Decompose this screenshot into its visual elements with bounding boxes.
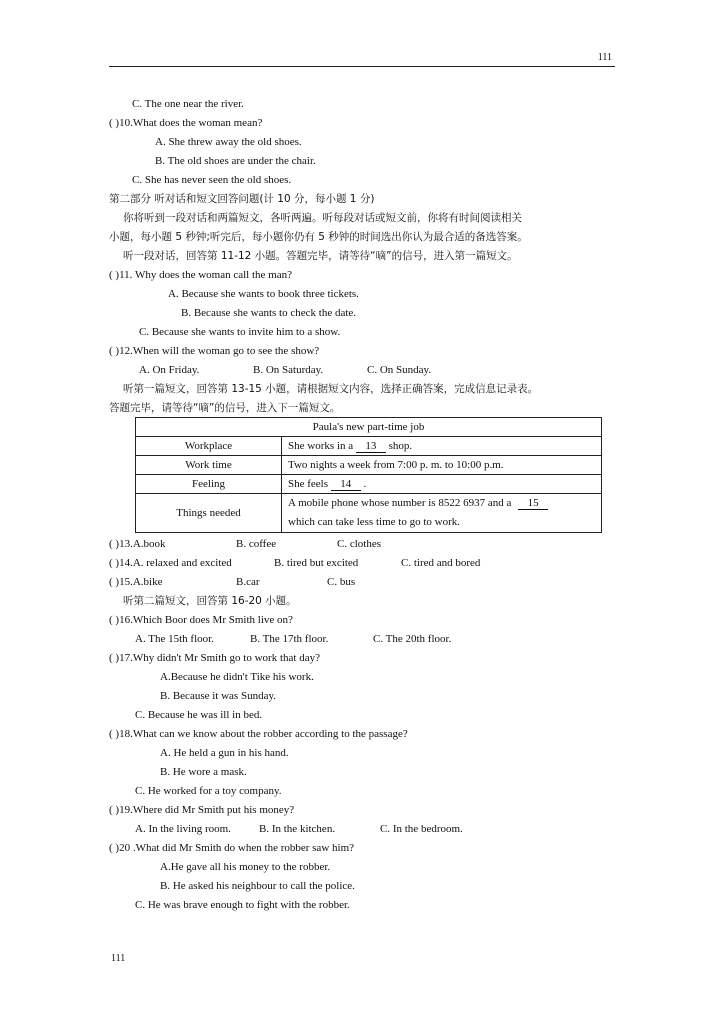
q11-option-a: A. Because she wants to book three tickets. — [168, 288, 359, 300]
table-row — [136, 437, 602, 456]
table-title: Paula's new part-time job — [136, 418, 602, 437]
page-number-top: 111 — [597, 52, 612, 63]
q10-option-c: C. She has never seen the old shoes. — [132, 174, 292, 186]
row-value-things-needed — [282, 494, 602, 533]
passage1-instruction-2: 答题完毕，请等待“嘀”的信号，进入下一篇短文。 — [109, 402, 341, 414]
things-needed-line1: A mobile phone whose number is 8522 6937 and a — [288, 497, 515, 509]
row-value-work-time: Two nights a week from 7:00 p. m. to 10:00 p.m. — [282, 456, 602, 475]
q16-option-b: B. The 17th floor. — [250, 633, 329, 645]
feeling-post: . — [360, 477, 367, 490]
row-value-feeling — [282, 475, 602, 494]
blank-14: 14 — [331, 478, 361, 491]
row-label-workplace: Workplace — [136, 437, 282, 456]
question-18: ( )18.What can we know about the robber according to the passage? — [109, 728, 408, 740]
header-rule — [109, 66, 615, 67]
q19-option-c: C. In the bedroom. — [380, 823, 463, 835]
q16-option-a: A. The 15th floor. — [135, 633, 214, 645]
q17-option-b: B. Because it was Sunday. — [160, 690, 276, 702]
q11-option-c: C. Because she wants to invite him to a show. — [139, 326, 341, 338]
question-15: ( )15.A.bike — [109, 576, 163, 588]
dialog-instruction: 听一段对话，回答第 11-12 小题。答题完毕，请等待“嘀”的信号，进入第一篇短文。 — [123, 250, 518, 262]
passage1-instruction-1: 听第一篇短文，回答第 13-15 小题，请根据短文内容，选择正确答案，完成信息记录表。 — [123, 383, 539, 395]
q15-option-c: C. bus — [327, 576, 356, 588]
q14-option-b: B. tired but excited — [274, 557, 359, 569]
question-17: ( )17.Why didn't Mr Smith go to work that day? — [109, 652, 320, 664]
q18-option-a: A. He held a gun in his hand. — [160, 747, 289, 759]
q20-option-a: A.He gave all his money to the robber. — [160, 861, 331, 873]
q12-option-a: A. On Friday. — [139, 364, 200, 376]
question-19: ( )19.Where did Mr Smith put his money? — [109, 804, 295, 816]
question-20: ( )20 .What did Mr Smith do when the robber saw him? — [109, 842, 355, 854]
row-label-work-time: Work time — [136, 456, 282, 475]
q10-option-a: A. She threw away the old shoes. — [155, 136, 302, 148]
table-row — [136, 494, 602, 533]
things-needed-line2: which can take less time to go to work. — [288, 516, 460, 528]
feeling-pre: She feels — [288, 477, 331, 490]
q12-option-c: C. On Sunday. — [367, 364, 432, 376]
table-row — [136, 475, 602, 494]
row-label-feeling: Feeling — [136, 475, 282, 494]
blank-13: 13 — [356, 440, 386, 453]
q19-option-a: A. In the living room. — [135, 823, 231, 835]
row-value-workplace — [282, 437, 602, 456]
q15-option-b: B.car — [236, 576, 260, 588]
q19-option-b: B. In the kitchen. — [259, 823, 336, 835]
blank-15: 15 — [518, 497, 548, 510]
q9-option-c: C. The one near the river. — [132, 98, 244, 110]
question-12: ( )12.When will the woman go to see the show? — [109, 345, 320, 357]
table-title-row — [136, 418, 602, 437]
q13-option-b: B. coffee — [236, 538, 277, 550]
q13-option-c: C. clothes — [337, 538, 381, 550]
q12-option-b: B. On Saturday. — [253, 364, 324, 376]
q16-option-c: C. The 20th floor. — [373, 633, 452, 645]
q18-option-c: C. He worked for a toy company. — [135, 785, 282, 797]
page-number-bottom: 111 — [111, 953, 126, 964]
info-record-table — [135, 417, 602, 533]
q18-option-b: B. He wore a mask. — [160, 766, 247, 778]
part2-title: 第二部分 听对话和短文回答问题(计 10 分，每小题 1 分) — [109, 193, 375, 205]
table-row — [136, 456, 602, 475]
question-11: ( )11. Why does the woman call the man? — [109, 269, 292, 281]
passage2-instruction: 听第二篇短文，回答第 16-20 小题。 — [123, 595, 297, 607]
q20-option-b: B. He asked his neighbour to call the police. — [160, 880, 355, 892]
row-label-things-needed: Things needed — [136, 494, 282, 533]
question-16: ( )16.Which Boor does Mr Smith live on? — [109, 614, 293, 626]
question-10: ( )10.What does the woman mean? — [109, 117, 263, 129]
q11-option-b: B. Because she wants to check the date. — [181, 307, 357, 319]
q20-option-c: C. He was brave enough to fight with the robber. — [135, 899, 350, 911]
q10-option-b: B. The old shoes are under the chair. — [155, 155, 316, 167]
q17-option-c: C. Because he was ill in bed. — [135, 709, 263, 721]
question-13: ( )13.A.book — [109, 538, 166, 550]
part2-instruction-1: 你将听到一段对话和两篇短文，各听两遍。听每段对话或短文前，你将有时间阅读相关 — [123, 212, 522, 224]
workplace-pre: She works in a — [288, 439, 356, 452]
question-14: ( )14.A. relaxed and excited — [109, 557, 232, 569]
q17-option-a: A.Because he didn't Tike his work. — [160, 671, 314, 683]
workplace-post: shop. — [385, 439, 413, 452]
part2-instruction-2: 小题，每小题 5 秒钟;听完后，每小题你仍有 5 秒钟的时间选出你认为最合适的备选答案。 — [109, 231, 528, 243]
q14-option-c: C. tired and bored — [401, 557, 481, 569]
